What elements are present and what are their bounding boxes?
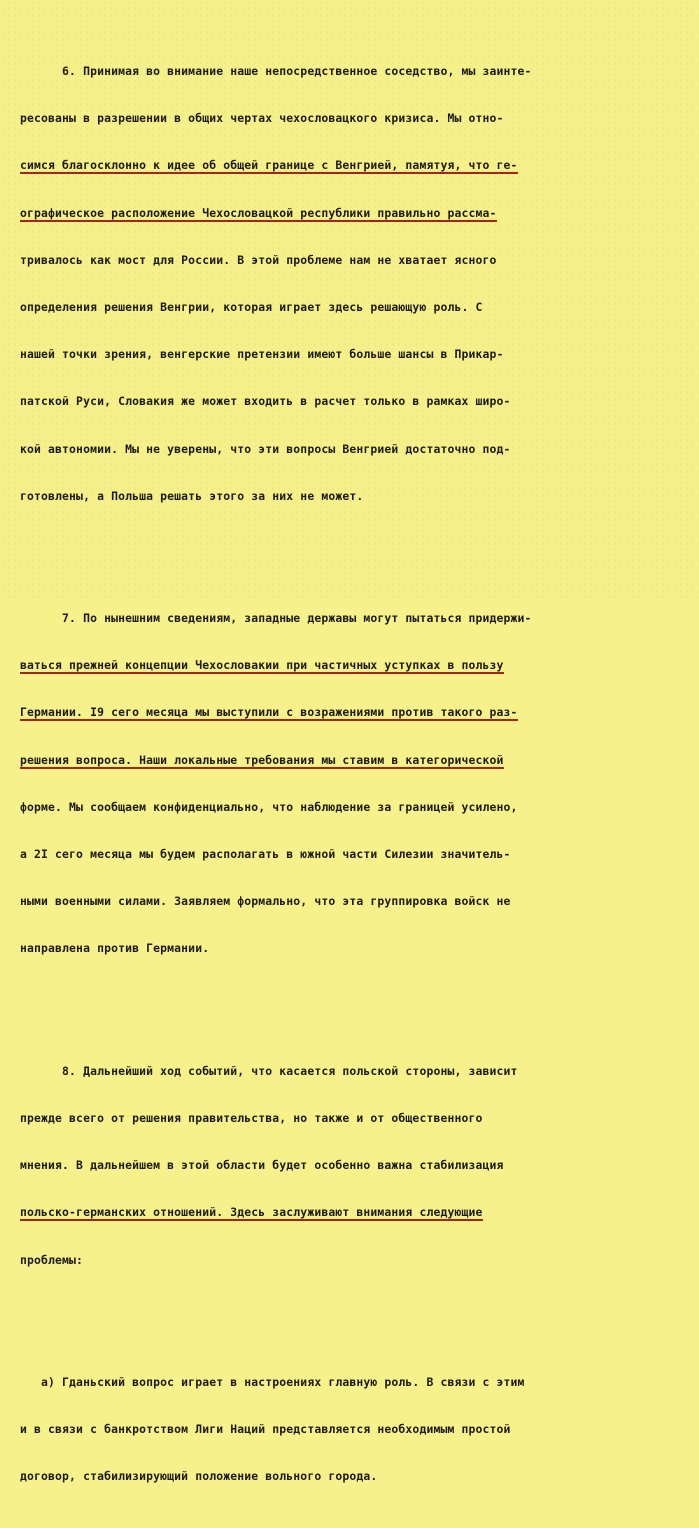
text-segment: 7. По нынешним сведениям, западные державы могут пытаться придержи- <box>20 611 532 626</box>
text-line <box>20 1467 690 1486</box>
text-line <box>20 204 690 223</box>
text-segment: патской Руси, Словакия же может входить в расчет только в рамках широ- <box>20 394 511 409</box>
text-segment: определения решения Венгрии, которая играет здесь решающую роль. С <box>20 299 483 314</box>
underlined-text: польско-германских отношений. Здесь заслуживают внимания следующие <box>20 1205 483 1220</box>
text-segment: кой автономии. Мы не уверены, что эти вопросы Венгрией достаточно под- <box>20 441 511 456</box>
text-segment: нашей точки зрения, венгерские претензии имеют больше шансы в Прикар- <box>20 347 504 362</box>
text-segment: 6. Принимая во внимание наше непосредственное соседство, мы заинте- <box>20 64 532 78</box>
text-segment: договор, стабилизирующий положение вольного города. <box>20 1469 378 1484</box>
text-line <box>20 751 690 770</box>
text-line <box>20 1203 690 1222</box>
text-line <box>20 298 690 317</box>
text-line <box>20 939 690 958</box>
text-line <box>20 345 690 364</box>
paragraph-gap <box>20 1298 690 1317</box>
text-segment: ресованы в разрешении в общих чертах чехословацкого кризиса. Мы отно- <box>20 111 504 126</box>
text-segment: а) Гданьский вопрос играет в настроениях главную роль. В связи с этим <box>20 1374 525 1389</box>
underlined-text: ографическое расположение Чехословацкой республики правильно рассма- <box>20 205 497 220</box>
text-segment: и в связи с банкротством Лиги Наций представляется необходимым простой <box>20 1422 511 1437</box>
underlined-text: Германии. I9 сего месяца мы выступили с возражениями против такого раз- <box>20 705 518 720</box>
text-segment: форме. Мы сообщаем конфиденциально, что наблюдение за границей усилено, <box>20 799 518 814</box>
text-line <box>20 440 690 459</box>
text-line <box>20 1062 690 1081</box>
paragraph-gap <box>20 534 690 553</box>
text-line <box>20 1109 690 1128</box>
text-segment: направлена против Германии. <box>20 941 210 956</box>
text-segment: тривалось как мост для России. В этой проблеме нам не хватает ясного <box>20 252 497 267</box>
text-line <box>20 392 690 411</box>
text-segment: а 2I сего месяца мы будем располагать в южной части Силезии значитель- <box>20 847 511 861</box>
text-line <box>20 1373 690 1392</box>
text-line <box>20 487 690 506</box>
text-segment: 8. Дальнейший ход событий, что касается польской стороны, зависит <box>20 1063 518 1078</box>
text-line <box>20 1156 690 1175</box>
text-segment: готовлены, а Польша решать этого за них не может. <box>20 488 364 503</box>
text-segment: проблемы: <box>20 1252 84 1267</box>
underlined-text: симся благосклонно к идее об общей границе с Венгрией, памятуя, что ге- <box>20 158 518 173</box>
text-line <box>20 845 690 864</box>
text-line <box>20 156 690 175</box>
text-line <box>20 656 690 675</box>
text-line <box>20 1420 690 1439</box>
text-line <box>20 62 690 81</box>
text-line <box>20 703 690 722</box>
text-segment: ными военными силами. Заявляем формально, что эта группировка войск не <box>20 894 511 909</box>
text-line <box>20 798 690 817</box>
text-line <box>20 892 690 911</box>
text-line <box>20 109 690 128</box>
underlined-text: решения вопроса. Наши локальные требования мы ставим в категорической <box>20 752 504 767</box>
text-line <box>20 609 690 628</box>
text-segment: мнения. В дальнейшем в этой области будет особенно важна стабилизация <box>20 1158 504 1173</box>
text-segment: прежде всего от решения правительства, но также и от общественного <box>20 1110 483 1125</box>
paragraph-gap <box>20 987 690 1006</box>
text-line <box>20 251 690 270</box>
underlined-text: ваться прежней концепции Чехословакии при частичных уступках в пользу <box>20 658 504 673</box>
text-line <box>20 1251 690 1270</box>
document-text <box>20 6 690 1528</box>
